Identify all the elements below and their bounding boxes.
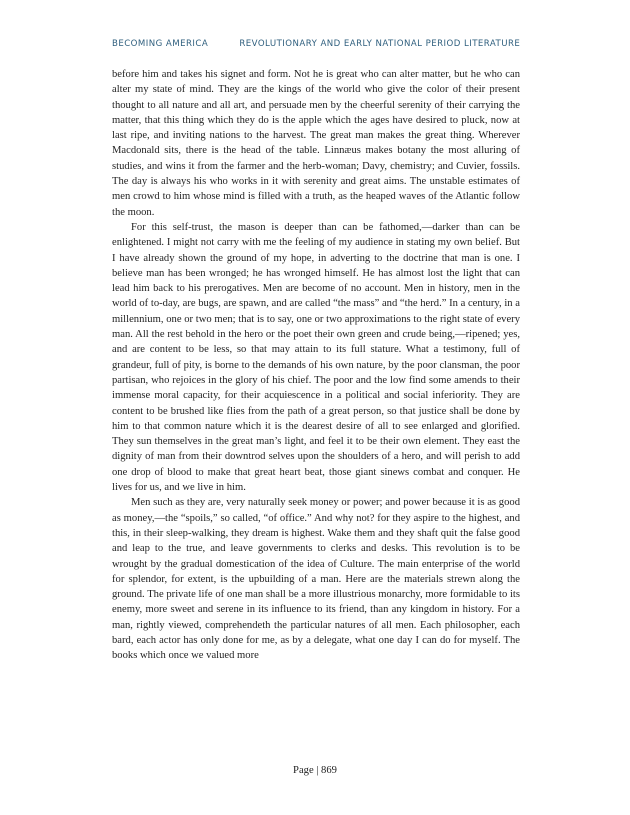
running-header xyxy=(112,39,530,49)
paragraph: Men such as they are, very naturally seek money or power; and power because it is as good as money,—the “spoils,” so called, “of office.” And why not? for they aspire to the highest, and this, in their sleep-walking, they dream is highest. Wake them and they shaft quit the false good and leap to the true, and leave governments to clerks and desks. This revolution is to be wrought by the gradual domestication of the idea of Culture. The main enterprise of the world for splendor, for extent, is the upbuilding of a man. Here are the materials strewn along the ground. The private life of one man shall be a more illustrious monarchy, more formidable to its enemy, more sweet and serene in its influence to its friend, than any kingdom in history. For a man, rightly viewed, comprehendeth the particular natures of all men. Each philosopher, each bard, each actor has only done for me, as by a delegate, what one day I can do for myself. The books which once we valued more xyxy=(112,497,520,662)
paragraph: before him and takes his signet and form. Not he is great who can alter matter, but he who can alter my state of mind. They are the kings of the world who give the color of their present thought to all nature and all art, and persuade men by the cheerful serenity of their carrying the matter, that this thing which they do is the apple which the ages have desired to pluck, now at last ripe, and inviting nations to the harvest. The great man makes the great thing. Wherever Macdonald sits, there is the head of the table. Linnæus makes botany the most alluring of studies, and wins it from the farmer and the herb-woman; Davy, chemistry; and Cuvier, fossils. The day is always his who works in it with serenity and great aims. The unstable estimates of men crowd to him whose mind is filled with a truth, as the heaped waves of the Atlantic follow the moon. xyxy=(112,69,520,218)
header-section-title: REVOLUTIONARY AND EARLY NATIONAL PERIOD LITERATURE xyxy=(239,39,521,49)
body-text xyxy=(112,67,520,664)
header-course-title: BECOMING AMERICA xyxy=(112,39,209,49)
page-number: Page | 869 xyxy=(293,765,337,776)
paragraph: For this self-trust, the mason is deeper than can be fathomed,—darker than can be enlightened. I might not carry with me the feeling of my audience in stating my own belief. But I have already shown the ground of my hope, in adverting to the doctrine that man is one. I believe man has been wronged; he has wronged himself. He has almost lost the light that can lead him back to his prerogatives. Men are become of no account. Men in history, men in the world of to-day, are bugs, are spawn, and are called “the mass” and “the herd.” In a century, in a millennium, one or two men; that is to say, one or two approximations to the right state of every man. All the rest behold in the hero or the poet their own green and crude being,—ripened; yes, and are content to be less, so that may attain to its full stature. What a testimony, full of grandeur, full of pity, is borne to the demands of his own nature, by the poor clansman, the poor partisan, who rejoices in the glory of his chief. The poor and the low find some amends to their immense moral capacity, for their acquiescence in a political and social inferiority. They are content to be brushed like flies from the path of a great person, so that justice shall be done by him to that common nature which it is the dearest desire of all to see enlarged and glorified. They sun themselves in the great man’s light, and feel it to be their own element. They east the dignity of man from their downtrod selves upon the shoulders of a hero, and will perish to add one drop of blood to make that great heart beat, those giant sinews combat and conquer. He lives for us, and we live in him. xyxy=(112,221,520,494)
